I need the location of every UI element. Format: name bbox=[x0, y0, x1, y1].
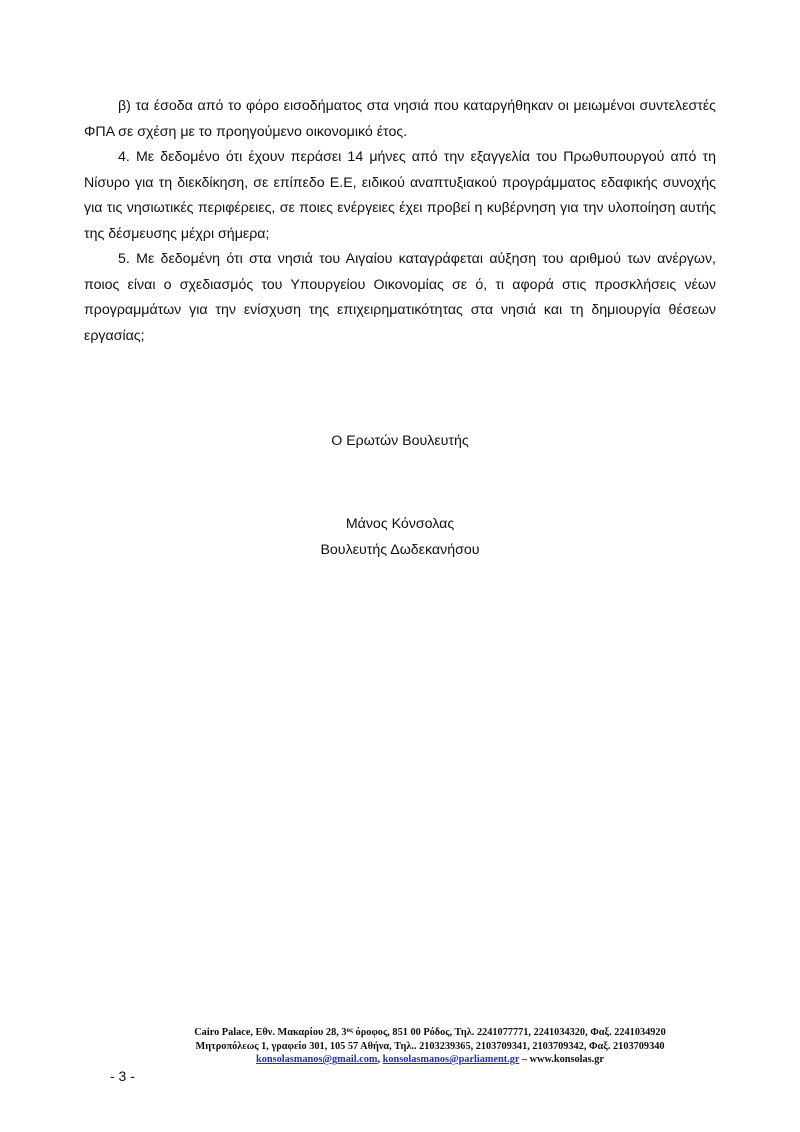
signature-name: Μάνος Κόνσολας bbox=[345, 516, 455, 532]
page-number: - 3 - bbox=[110, 1068, 135, 1084]
footer-athens-address: Μητροπόλεως 1, γραφείο 301, 105 57 Αθήνα, Τηλ.. 2103239365, 2103709341, 2103709342, Φαξ. 2103709340 bbox=[195, 1040, 665, 1052]
letterhead-footer bbox=[0, 1024, 800, 1067]
email-link-gmail[interactable]: konsolasmanos@gmail.com bbox=[256, 1054, 378, 1065]
paragraph-5: 5. Με δεδομένη ότι στα νησιά του Αιγαίου καταγράφεται αύξηση του αριθμού των ανέργων, ποιος είναι ο σχεδιασμός του Υπουργείου Οικονομίας σε ό, τι αφορά στις προσκλήσεις νέων προγραμμάτων για την ενίσχυση της επιχειρηματικότητας στα νησιά και τη δημιουργία θέσεων εργασίας; bbox=[84, 251, 716, 344]
signature-role: Ο Ερωτών Βουλευτής bbox=[331, 433, 469, 449]
website-text: – www.konsolas.gr bbox=[519, 1054, 604, 1065]
footer-rhodes-address: Cairo Palace, Εθν. Μακαρίου 28, $3^{o\varsigma}$ όροφος, 851 00 Ρόδος, Τηλ. 2241077771, 2241034320, Φαξ. 2241034920 bbox=[194, 1026, 666, 1038]
footer-contacts: konsolasmanos@gmail.com, konsolasmanos@parliament.gr – www.konsolas.gr bbox=[256, 1054, 604, 1065]
signature-title: Βουλευτής Δωδεκανήσου bbox=[320, 542, 480, 558]
paragraph-4: 4. Με δεδομένο ότι έχουν περάσει 14 μήνες από την εξαγγελία του Πρωθυπουργού από τη Νίσυρο για τη διεκδίκηση, σε επίπεδο Ε.Ε, ειδικού αναπτυξιακού προγράμματος εδαφικής συνοχής για τις νησιωτικές περιφέρειες, σε ποιες ενέργειες έχει προβεί η κυβέρνηση για την υλοποίηση αυτής της δέσμευσης μέχρι σήμερα; bbox=[84, 149, 716, 242]
paragraph-b: β) τα έσοδα από το φόρο εισοδήματος στα νησιά που καταργήθηκαν οι μειωμένοι συντελεστές ΦΠΑ σε σχέση με το προηγούμενο οικονομικό έτος. bbox=[84, 98, 716, 140]
email-link-parliament[interactable]: konsolasmanos@parliament.gr bbox=[382, 1054, 520, 1065]
question-body bbox=[84, 94, 716, 349]
